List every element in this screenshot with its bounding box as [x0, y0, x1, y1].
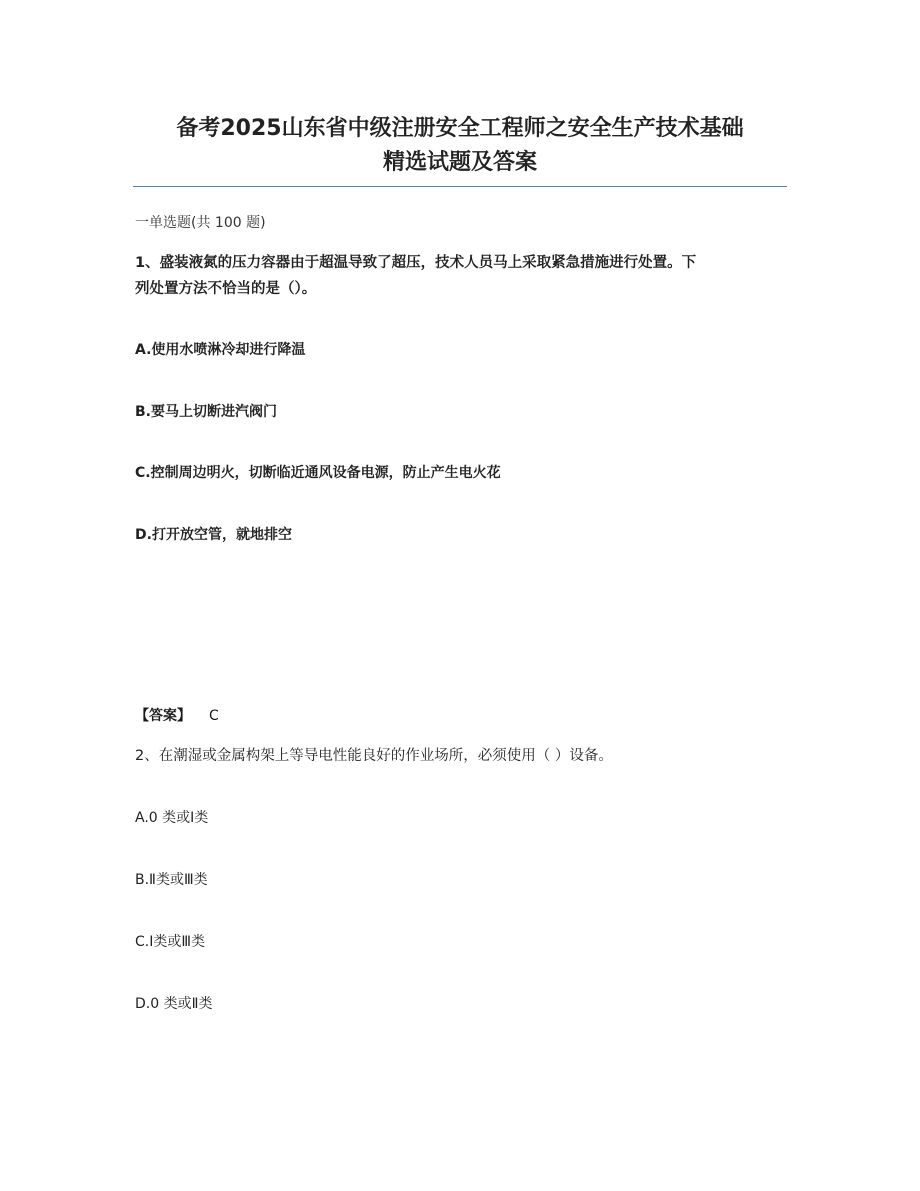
question-2-option-b: B.Ⅱ类或Ⅲ类	[135, 872, 208, 888]
question-1-option-a: A.使用水喷淋冷却进行降温	[135, 342, 306, 358]
title-underline	[133, 186, 787, 187]
answer-value: C	[209, 708, 219, 724]
document-title	[133, 112, 787, 180]
question-2-option-c: C.Ⅰ类或Ⅲ类	[135, 934, 206, 950]
question-1-option-c: C.控制周边明火，切断临近通风设备电源，防止产生电火花	[135, 465, 501, 481]
document-title-line-1: 备考2025山东省中级注册安全工程师之安全生产技术基础	[176, 116, 744, 141]
answer-label: 【答案】	[135, 708, 191, 724]
question-1-option-d: D.打开放空管，就地排空	[135, 527, 292, 543]
document-title-line-2: 精选试题及答案	[382, 150, 537, 175]
question-2-option-d: D.0 类或Ⅱ类	[135, 996, 213, 1012]
question-2-option-a: A.0 类或Ⅰ类	[135, 810, 209, 826]
question-1-text-line-2: 列处置方法不恰当的是（）。	[135, 281, 317, 297]
question-1-answer	[135, 706, 219, 726]
question-1-option-b: B.要马上切断进汽阀门	[135, 404, 277, 420]
question-2-text: 2、在潮湿或金属构架上等导电性能良好的作业场所，必须使用（ ）设备。	[135, 748, 613, 764]
section-header: 一单选题(共 100 题)	[135, 215, 266, 231]
question-1-text-line-1: 1、盛装液氮的压力容器由于超温导致了超压，技术人员马上采取紧急措施进行处置。下	[135, 255, 697, 271]
